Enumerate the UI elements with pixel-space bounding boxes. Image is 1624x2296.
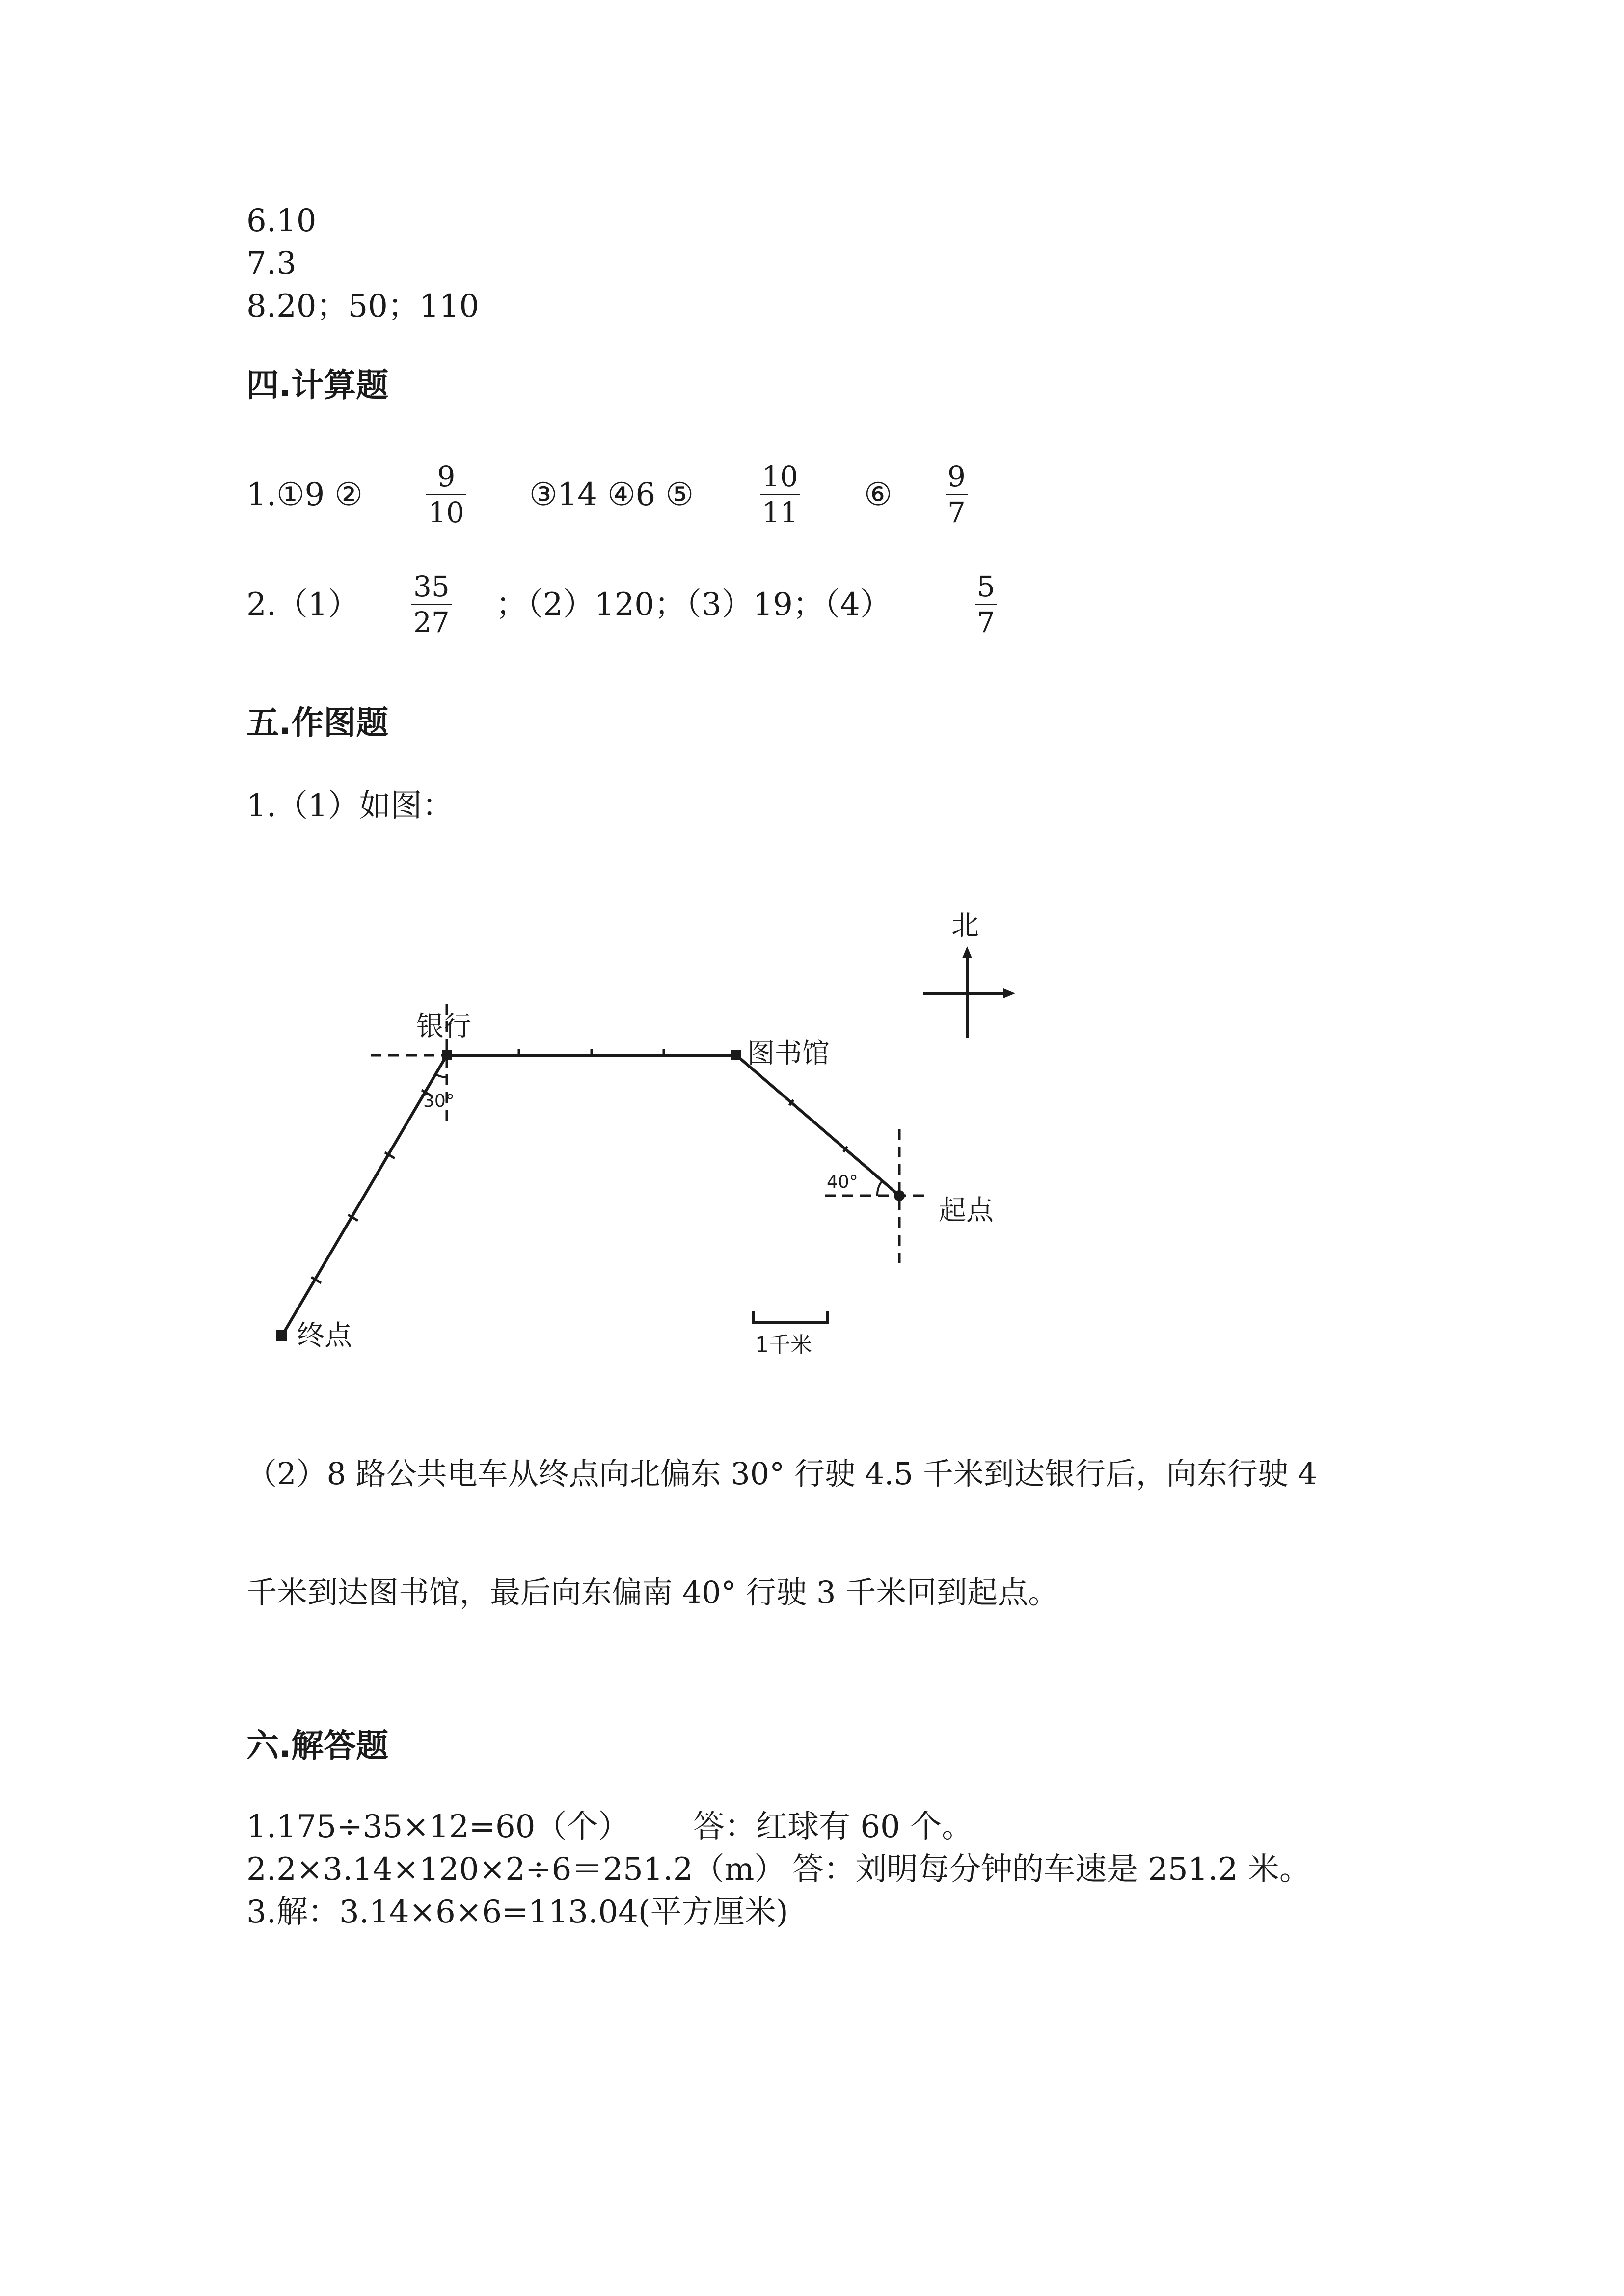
fraction-numerator: 5 — [977, 570, 995, 603]
draw-q2-line-1: （2）8 路公共电车从终点向北偏东 30° 行驶 4.5 千米到达银行后，向东行驶 4 — [246, 1456, 1318, 1492]
fraction-numerator: 9 — [437, 460, 456, 493]
library-point — [731, 1050, 741, 1060]
section-4-heading: 四.计算题 — [246, 366, 389, 404]
answer-line-7: 7.3 — [246, 245, 297, 282]
solve-q2-calc: 2.2×3.14×120×2÷6＝251.2（m） — [246, 1851, 786, 1888]
compass-north-arrowhead — [962, 946, 972, 958]
fraction-denominator: 11 — [762, 496, 798, 529]
fraction-numerator: 10 — [762, 460, 798, 493]
fraction-denominator: 10 — [428, 496, 464, 529]
section-6-heading: 六.解答题 — [246, 1727, 389, 1764]
scale-bar — [754, 1311, 827, 1322]
bank-point — [442, 1050, 452, 1060]
angle-label-start: 40° — [827, 1172, 858, 1192]
section-5-heading: 五.作图题 — [246, 704, 389, 742]
draw-q2-line-2: 千米到达图书馆，最后向东偏南 40° 行驶 3 千米回到起点。 — [246, 1575, 1059, 1610]
fraction-numerator: 35 — [413, 570, 450, 603]
fraction-denominator: 7 — [947, 496, 966, 529]
compass-east-arrowhead — [1003, 988, 1015, 998]
answer-line-8: 8.20；50；110 — [246, 288, 480, 324]
route-library-to-start — [736, 1055, 899, 1196]
end-label: 终点 — [297, 1320, 352, 1352]
start-label: 起点 — [939, 1195, 994, 1227]
angle-arc-bank — [436, 1074, 447, 1077]
calc-q1-middle: ③14 ④6 ⑤ — [529, 477, 694, 513]
angle-label-bank: 30° — [423, 1091, 455, 1111]
start-point — [894, 1190, 905, 1201]
calc-q2-prefix: 2.（1） — [246, 587, 359, 623]
fraction-denominator: 27 — [413, 606, 450, 639]
calc-q1-mark-6: ⑥ — [864, 477, 893, 513]
fraction-numerator: 9 — [947, 460, 966, 493]
solve-q2-answer: 答：刘明每分钟的车速是 251.2 米。 — [792, 1851, 1311, 1888]
end-point — [276, 1330, 287, 1341]
library-label: 图书馆 — [747, 1038, 830, 1069]
calc-q1-prefix: 1.①9 ② — [246, 477, 363, 513]
scale-label: 1千米 — [755, 1333, 812, 1358]
compass-north-label: 北 — [951, 910, 979, 942]
angle-arc-start — [877, 1181, 882, 1196]
solve-q1-answer: 答：红球有 60 个。 — [693, 1809, 974, 1845]
fraction-denominator: 7 — [977, 606, 995, 639]
bank-label: 银行 — [416, 1011, 471, 1042]
solve-q3: 3.解：3.14×6×6=113.04(平方厘米) — [246, 1894, 788, 1930]
solve-q1-calc: 1.175÷35×12=60（个） — [246, 1809, 630, 1845]
route-end-to-bank — [282, 1055, 447, 1336]
draw-q1-label: 1.（1）如图： — [246, 788, 454, 824]
calc-q2-middle: ；（2）120；（3）19；（4） — [496, 587, 892, 623]
answer-line-6: 6.10 — [246, 203, 317, 239]
